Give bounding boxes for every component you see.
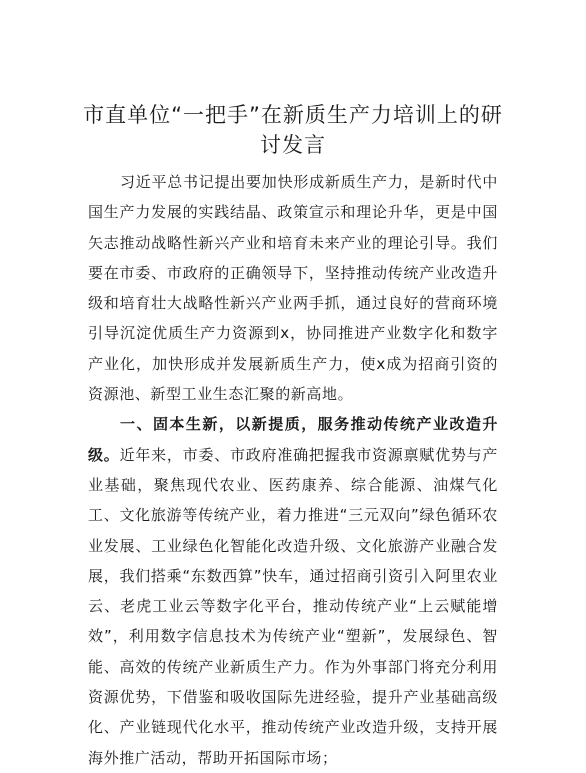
section-one-text: 近年来，市委、市政府准确把握我市资源禀赋优势与产业基础，聚焦现代农业、医药康养、综合能源、油煤气化工、文化旅游等传统产业，着力推进“三元双向”绿色循环农业发展、工业绿色化智能化改造升级、文化旅游产业融合发展，我们搭乘“东数西算”快车，通过招商引资引入阿里农业云、老虎工业云等数字化平台，推动传统产业“上云赋能增效”，利用数字信息技术为传统产业“塑新”，发展绿色、智能、高效的传统产业新质生产力。作为外事部门将充分利用资源优势，下借鉴和吸收国际先进经验，提升产业基础高级化、产业链现代化水平，推动传统产业改造升级，支持开展海外推广活动，帮助开拓国际市场； <box>88 445 499 767</box>
paragraph-intro-text: 习近平总书记提出要加快形成新质生产力，是新时代中国生产力发展的实践结晶、政策宣示和理论升华，更是中国矢志推动战略性新兴产业和培育未来产业的理论引导。我们要在市委、市政府的正确领导下，坚持推动传统产业改造升级和培育壮大战略性新兴产业两手抓，通过良好的营商环境引导沉淀优质生产力资源到x，协同推进产业数字化和数字产业化，加快形成并发展新质生产力，使x成为招商引资的资源池、新型工业生态汇聚的新高地。 <box>88 173 498 404</box>
section-one-heading: 一、固本生新，以新提质，服务推动传统产业改造升级。 <box>88 415 498 464</box>
paragraph-section-one <box>88 409 498 773</box>
document-title: 市直单位“一把手”在新质生产力培训上的研讨发言 <box>83 103 503 157</box>
document-body <box>88 167 498 773</box>
paragraph-intro <box>88 167 498 409</box>
